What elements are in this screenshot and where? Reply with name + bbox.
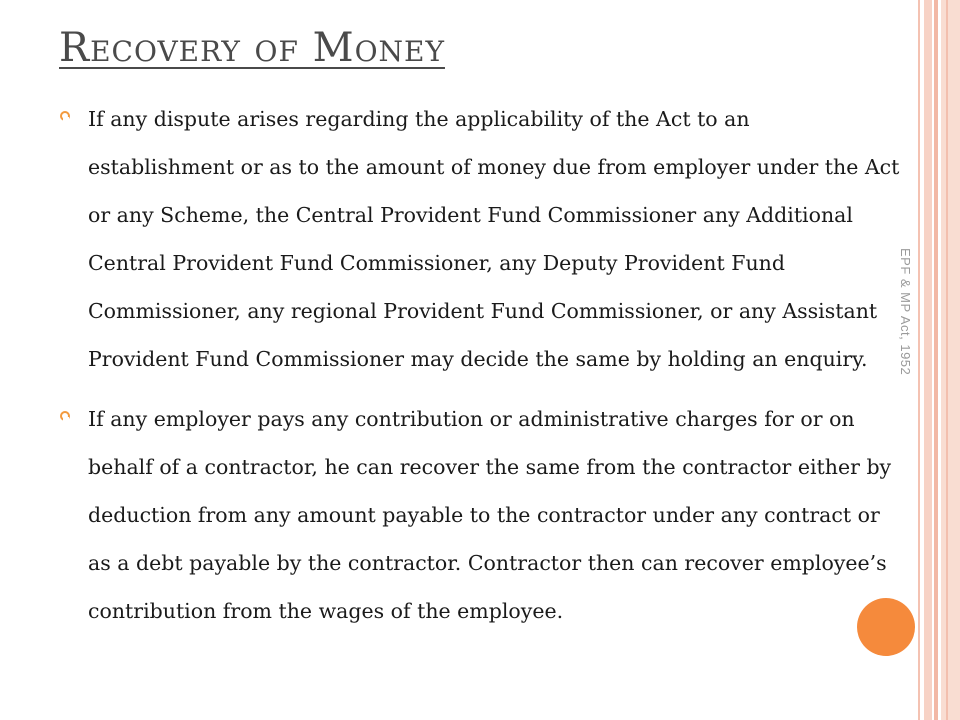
bullet-text: If any dispute arises regarding the applicability of the Act to an establishment or as to the amount of money due from employer under the Act or any Scheme, the Central Provident Fund Commissioner any Additional Central Provident Fund Commissioner, any Deputy Provident Fund Commissioner, any regional Provident Fund Commissioner, or any Assistant Provident Fund Commissioner may decide the same by holding an enquiry. (88, 107, 900, 371)
side-footer-text: EPF & MP Act, 1952 (898, 248, 913, 376)
bullet-icon (60, 111, 70, 121)
decorative-stripe (946, 0, 948, 720)
bullet-item (60, 95, 900, 383)
decorative-stripe (924, 0, 932, 720)
bullet-list (60, 95, 900, 647)
slide-title: Recovery of Money (59, 25, 445, 71)
bullet-text: If any employer pays any contribution or administrative charges for or on behalf of a contractor, he can recover the same from the contractor either by deduction from any amount payable to the contractor under any contract or as a debt payable by the contractor. Contractor then can recover employee’s contribution from the wages of the employee. (88, 407, 892, 623)
decorative-stripe (934, 0, 938, 720)
decorative-orange-circle (857, 598, 915, 656)
decorative-stripe (941, 0, 960, 720)
bullet-item (60, 395, 900, 635)
bullet-icon (60, 411, 70, 421)
decorative-stripe (918, 0, 920, 720)
